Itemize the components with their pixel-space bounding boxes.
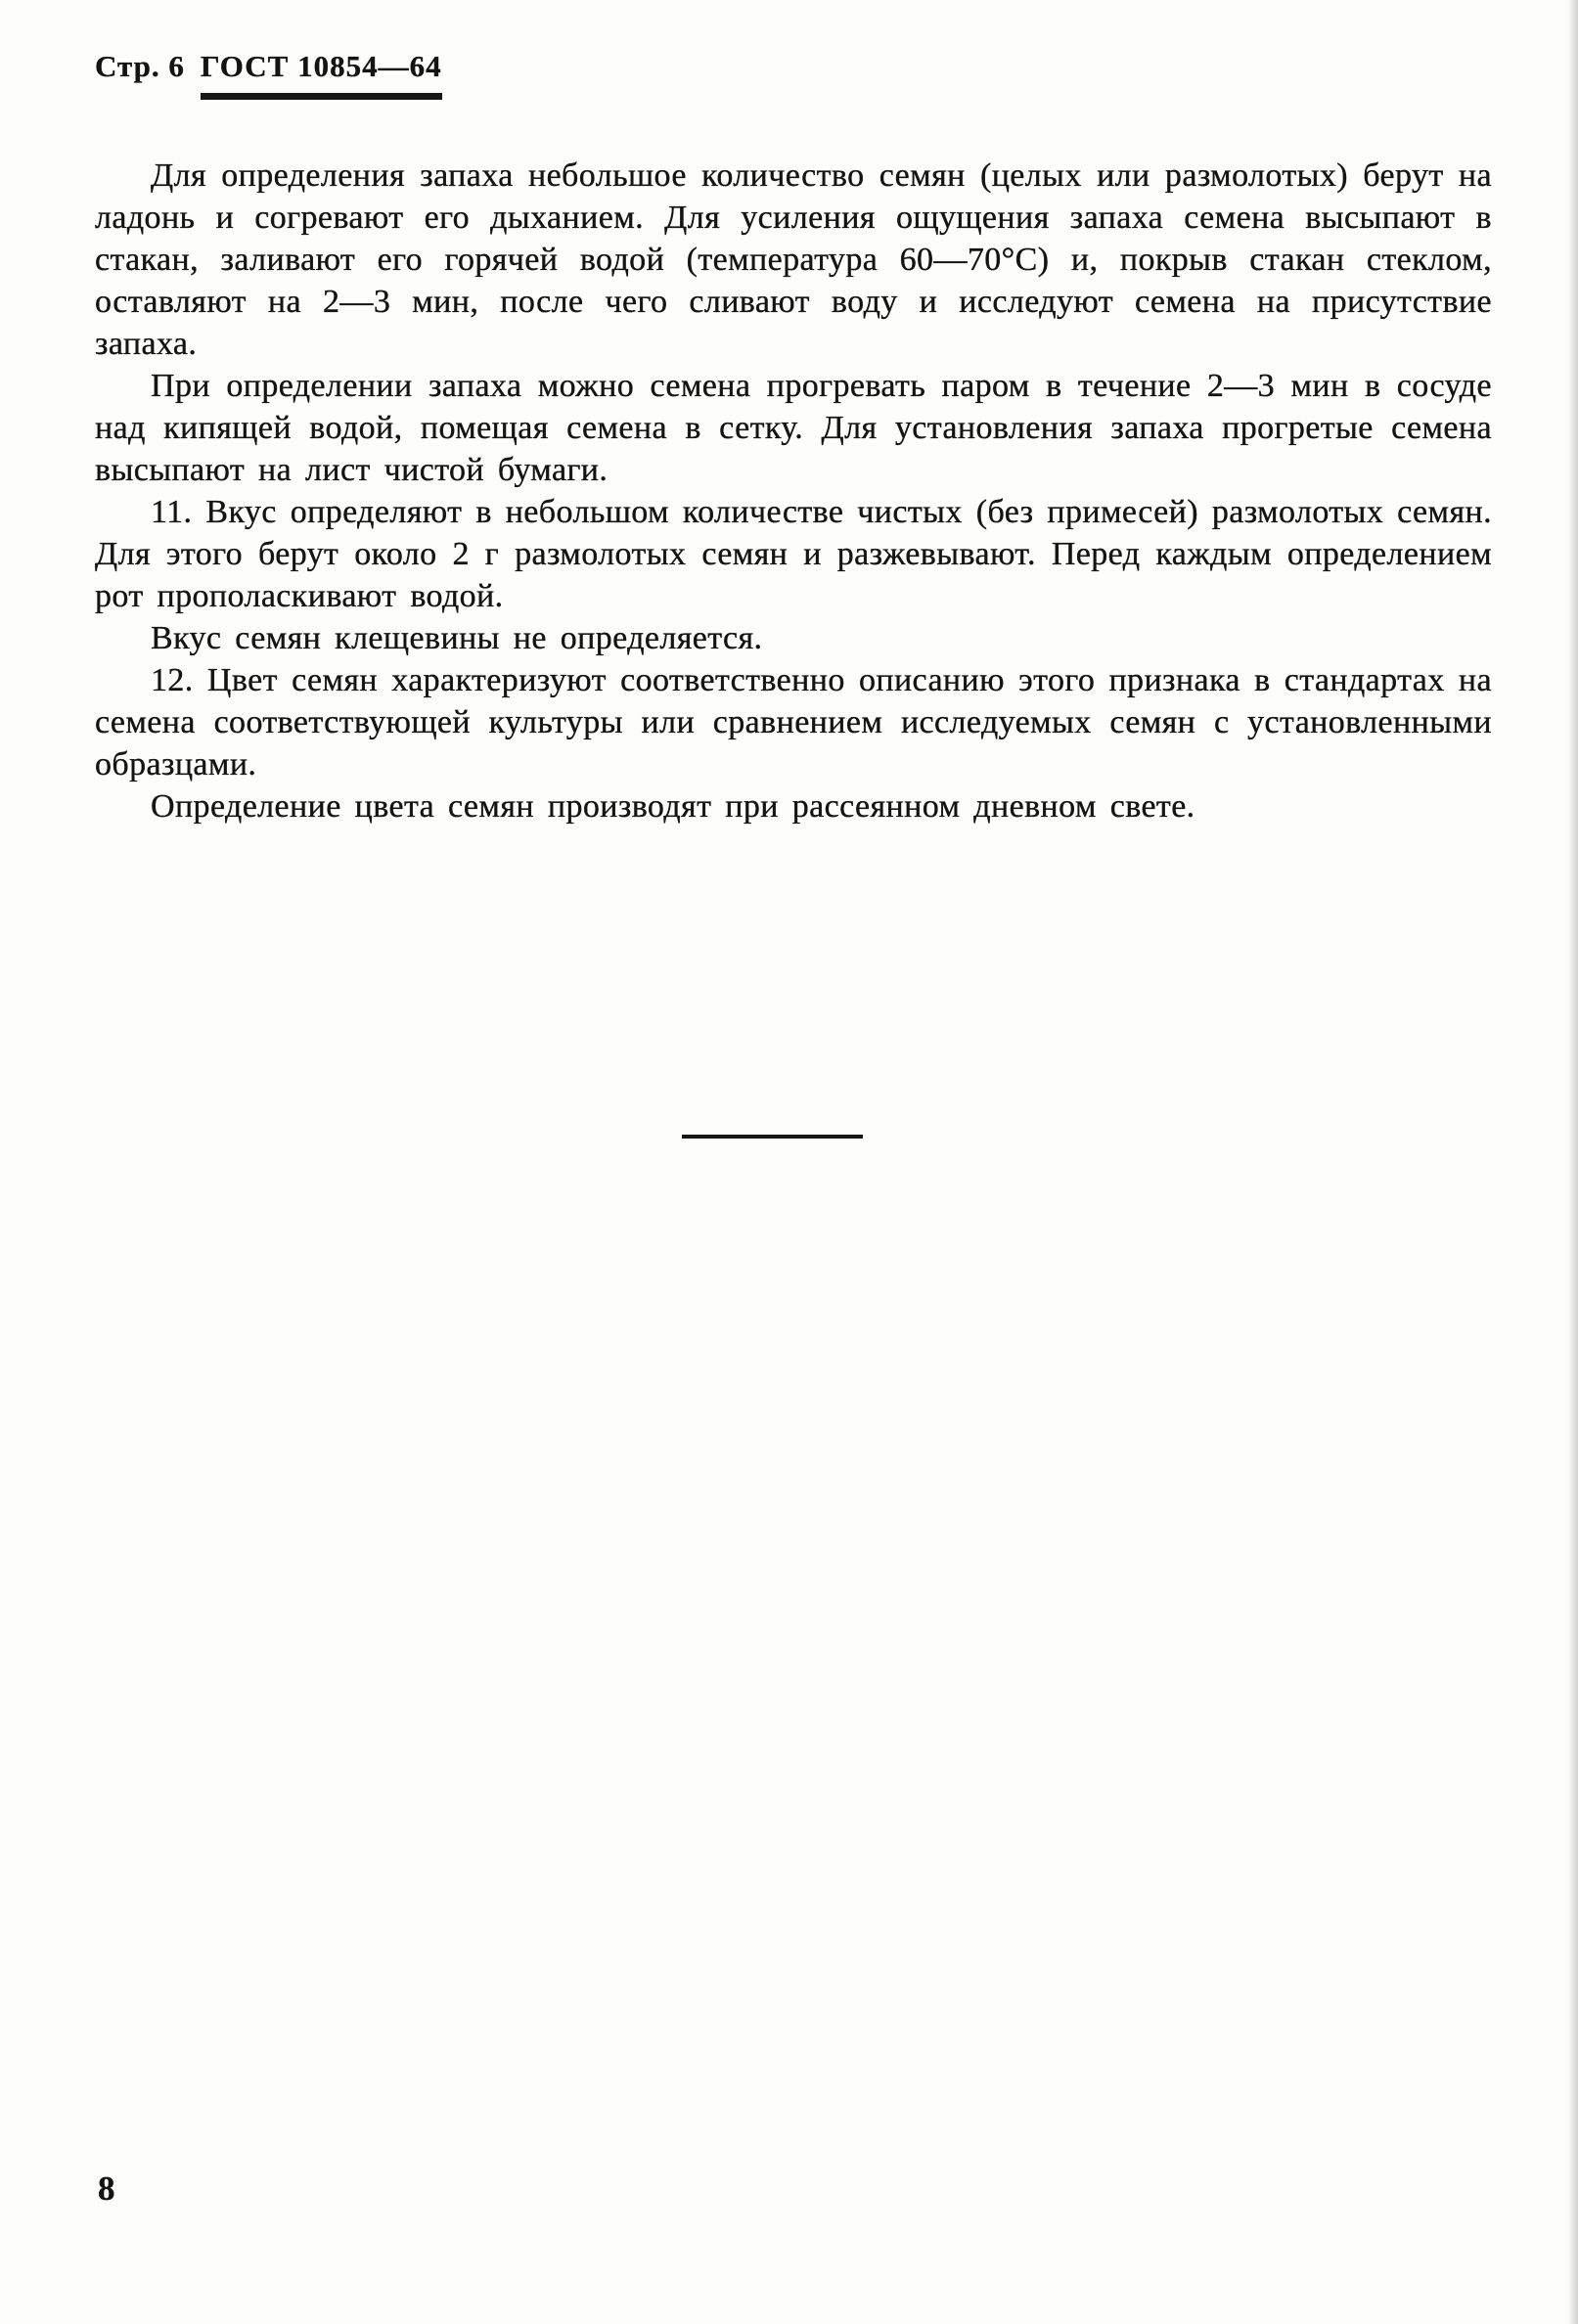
page-header	[95, 49, 442, 100]
section-separator-rule	[682, 1135, 863, 1139]
page-number: 8	[98, 2169, 115, 2208]
paragraph-color-daylight-note: Определение цвета семян производят при рассеянном дневном свете.	[151, 788, 1195, 825]
paragraph-taste-castor-note: Вкус семян клещевины не определяется.	[151, 620, 763, 656]
header-page-label: Стр. 6	[95, 49, 185, 83]
paragraph-color-item-12: 12. Цвет семян характеризуют соответственно описанию этого признака в стандартах на семена соответствующей культуры или сравнением исследуемых семян с установленными образцами.	[95, 662, 1492, 782]
paragraph-taste-item-11: 11. Вкус определяют в небольшом количестве чистых (без примесей) размолотых семян. Для этого берут около 2 г размолотых семян и разжевывают. Перед каждым определением рот прополаскивают водой.	[95, 494, 1492, 614]
document-body	[95, 155, 1492, 827]
paragraph-smell-method-2: При определении запаха можно семена прогревать паром в течение 2—3 мин в сосуде над кипящей водой, помещая семена в сетку. Для установления запаха прогретые семена высыпают на лист чистой бумаги.	[95, 368, 1492, 488]
scan-edge-shadow	[1568, 0, 1578, 2324]
paragraph-smell-method-1: Для определения запаха небольшое количество семян (целых или размолотых) берут на ладонь и согревают его дыханием. Для усиления ощущения запаха семена высыпают в стакан, заливают его горячей водой (температура 60—70°С) и, покрыв стакан стеклом, оставляют на 2—3 мин, после чего сливают воду и исследуют семена на присутствие запаха.	[95, 157, 1492, 362]
header-standard-number: ГОСТ 10854—64	[201, 49, 442, 100]
